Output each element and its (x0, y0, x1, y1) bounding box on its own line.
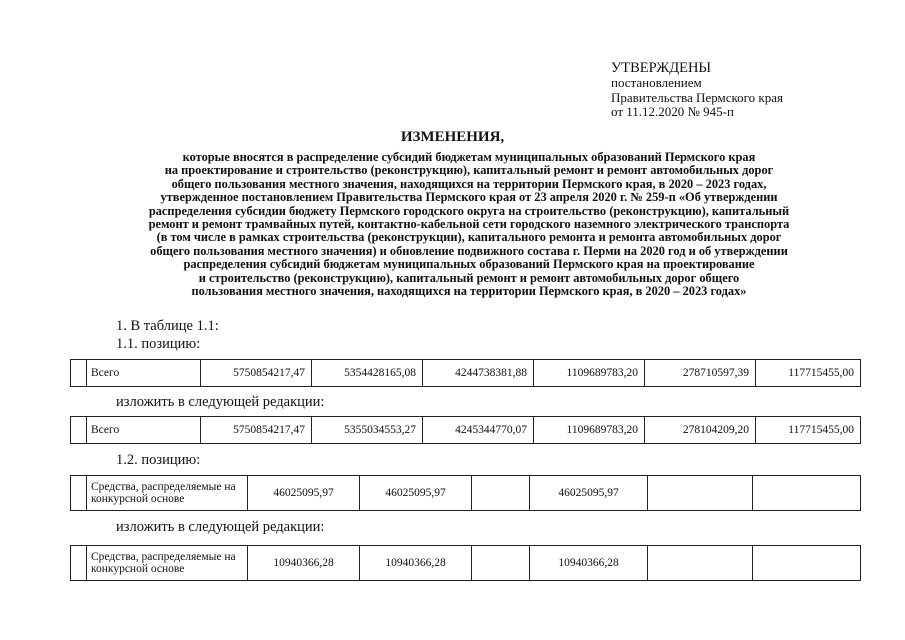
value-cell: 5354428165,08 (312, 360, 423, 387)
table-row (71, 417, 861, 444)
table-row (71, 476, 861, 511)
approval-heading: УТВЕРЖДЕНЫ (611, 60, 712, 76)
paragraph-edit-2: изложить в следующей редакции: (116, 519, 325, 535)
value-cell (472, 546, 530, 581)
approval-line: постановлением (611, 75, 702, 90)
approval-line: Правительства Пермского края (611, 89, 783, 105)
document-title: ИЗМЕНЕНИЯ, (400, 129, 505, 145)
value-cell (648, 546, 753, 581)
row-label: Всего (87, 360, 201, 387)
subtitle-line: утвержденное постановлением Правительства Пермского края от 23 апреля 2020 г. № 259-п «Об утверждении (160, 190, 778, 205)
value-cell: 5355034553,27 (312, 417, 423, 444)
value-cell: 46025095,97 (248, 476, 360, 511)
table-position-2-new (70, 545, 861, 581)
subtitle-line: (в том числе в рамках строительства (реконструкции), капитального ремонта и ремонта автомобильных дорог (156, 230, 782, 245)
value-cell: 278104209,20 (645, 417, 756, 444)
table-row (71, 360, 861, 387)
paragraph-position-2: 1.2. позицию: (116, 452, 201, 468)
subtitle-line: общего пользования местного значения) и обновление подвижного состава г. Перми на 2020 год и об утверждении (150, 243, 788, 258)
value-cell: 117715455,00 (756, 360, 861, 387)
value-cell (472, 476, 530, 511)
value-cell: 117715455,00 (756, 417, 861, 444)
value-cell: 5750854217,47 (201, 360, 312, 387)
approval-line: от 11.12.2020 № 945-п (611, 104, 734, 119)
value-cell: 278710597,39 (645, 360, 756, 387)
paragraph-position-1: 1.1. позицию: (116, 336, 201, 352)
table-position-1-new (70, 416, 861, 444)
row-marker-cell (71, 417, 87, 444)
document-subtitle (40, 151, 898, 298)
value-cell: 10940366,28 (248, 546, 360, 581)
table-position-2-old (70, 475, 861, 511)
row-label: Средства, распределяемые на конкурсной основе (87, 476, 248, 511)
value-cell: 10940366,28 (530, 546, 648, 581)
approval-stamp (611, 60, 783, 120)
value-cell: 4245344770,07 (423, 417, 534, 444)
value-cell: 46025095,97 (530, 476, 648, 511)
subtitle-line: ремонт и ремонт трамвайных путей, контактно-кабельной сети городского наземного электрического транспорта (148, 217, 790, 232)
row-marker-cell (71, 546, 87, 581)
value-cell: 10940366,28 (360, 546, 472, 581)
value-cell (753, 476, 861, 511)
value-cell (648, 476, 753, 511)
subtitle-line: которые вносятся в распределение субсидий бюджетам муниципальных образований Пермского края (182, 150, 756, 164)
value-cell: 5750854217,47 (201, 417, 312, 444)
subtitle-line: распределения субсидии бюджету Пермского городского округа на строительство (реконструкцию), капитальный (148, 203, 790, 218)
row-marker-cell (71, 476, 87, 511)
value-cell: 46025095,97 (360, 476, 472, 511)
row-label: Средства, распределяемые на конкурсной основе (87, 546, 248, 581)
subtitle-line: на проектирование и строительство (реконструкцию), капитальный ремонт и ремонт автомобильных дорог (164, 163, 774, 178)
subtitle-line: общего пользования местного значения, находящихся на территории Пермского края, в 2020 – 2023 годах, (171, 176, 767, 191)
subtitle-line: пользования местного значения, находящихся на территории Пермского края, в 2020 – 2023 годах» (191, 284, 747, 299)
subtitle-line: и строительство (реконструкцию), капитальный ремонт и ремонт автомобильных дорог общего (198, 270, 740, 285)
subtitle-line: распределения субсидий бюджетам муниципальных образований Пермского края на проектирование (183, 257, 755, 272)
row-marker-cell (71, 360, 87, 387)
table-position-1-old (70, 359, 861, 387)
row-label: Всего (87, 417, 201, 444)
value-cell (753, 546, 861, 581)
value-cell: 4244738381,88 (423, 360, 534, 387)
paragraph-edit-1: изложить в следующей редакции: (116, 394, 325, 410)
table-row (71, 546, 861, 581)
paragraph-table: 1. В таблице 1.1: (116, 318, 219, 334)
value-cell: 1109689783,20 (534, 360, 645, 387)
value-cell: 1109689783,20 (534, 417, 645, 444)
